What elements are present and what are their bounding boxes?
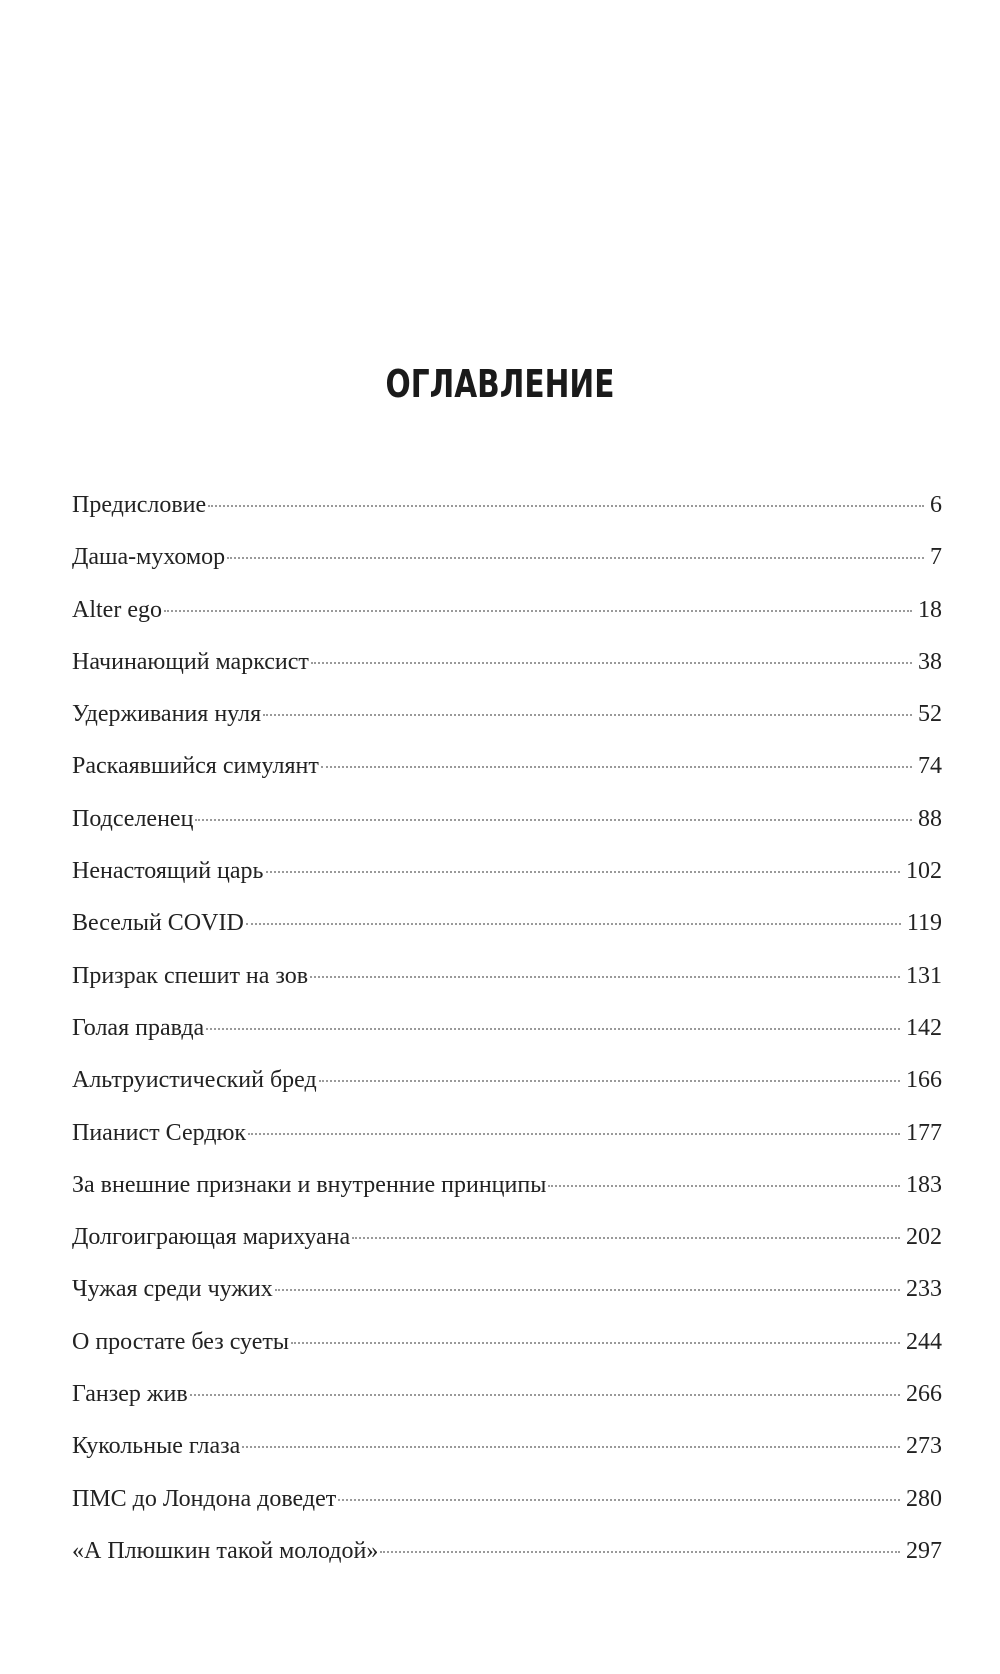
page-number: 7 <box>930 544 942 571</box>
dot-leader <box>164 610 912 612</box>
toc-entry[interactable] <box>72 961 942 1013</box>
dot-leader <box>275 1289 900 1291</box>
page-number: 244 <box>906 1328 942 1355</box>
dot-leader <box>190 1394 900 1396</box>
entry-title: Кукольные глаза <box>72 1433 241 1460</box>
toc-entry[interactable] <box>72 1065 942 1117</box>
toc-entry[interactable] <box>72 1484 942 1536</box>
dot-leader <box>352 1237 900 1239</box>
toc-entry[interactable] <box>72 908 942 960</box>
entry-title: Даша-мухомор <box>72 544 226 571</box>
entry-title: О простате без суеты <box>72 1328 289 1355</box>
entry-title: ПМС до Лондона доведет <box>72 1485 337 1512</box>
toc-entry[interactable] <box>72 856 942 908</box>
toc-entry[interactable] <box>72 1170 942 1222</box>
dot-leader <box>208 505 924 507</box>
dot-leader <box>242 1446 900 1448</box>
entry-title: Призрак спешит на зов <box>72 962 309 989</box>
entry-title: Начинающий марксист <box>72 648 309 675</box>
toc-entry[interactable] <box>72 1379 942 1431</box>
dot-leader <box>291 1342 900 1344</box>
dot-leader <box>319 1080 900 1082</box>
table-of-contents <box>72 490 942 1588</box>
dot-leader <box>310 976 900 978</box>
dot-leader <box>321 766 912 768</box>
dot-leader <box>246 923 901 925</box>
page-number: 202 <box>906 1224 942 1251</box>
toc-entry[interactable] <box>72 1431 942 1483</box>
dot-leader <box>227 557 924 559</box>
page-number: 177 <box>906 1119 942 1146</box>
entry-title: Ненастоящий царь <box>72 858 264 885</box>
dot-leader <box>548 1185 900 1187</box>
page-title: ОГЛАВЛЕНИЕ <box>385 362 615 406</box>
page-number: 88 <box>918 805 942 832</box>
page-number: 297 <box>906 1537 942 1564</box>
page-number: 233 <box>906 1276 942 1303</box>
entry-title: Чужая среди чужих <box>72 1276 273 1303</box>
toc-entry[interactable] <box>72 647 942 699</box>
page-number: 102 <box>906 858 942 885</box>
page-number: 142 <box>906 1014 942 1041</box>
toc-entry[interactable] <box>72 1222 942 1274</box>
entry-title: Пианист Сердюк <box>72 1119 247 1146</box>
dot-leader <box>266 871 901 873</box>
page-number: 166 <box>906 1067 942 1094</box>
entry-title: Ганзер жив <box>72 1381 188 1408</box>
page-number: 18 <box>918 596 942 623</box>
entry-title: За внешние признаки и внутренние принципы <box>72 1171 547 1198</box>
entry-title: Долгоиграющая марихуана <box>72 1224 351 1251</box>
page-number: 52 <box>918 701 942 728</box>
dot-leader <box>380 1551 900 1553</box>
entry-title: Голая правда <box>72 1014 205 1041</box>
page-number: 119 <box>906 910 942 937</box>
page-number: 183 <box>906 1171 942 1198</box>
dot-leader <box>263 714 912 716</box>
toc-entry[interactable] <box>72 751 942 803</box>
page-number: 6 <box>930 492 942 518</box>
toc-entry[interactable] <box>72 699 942 751</box>
toc-entry[interactable] <box>72 490 942 542</box>
entry-title: Предисловие <box>72 492 207 518</box>
toc-entry[interactable] <box>72 804 942 856</box>
entry-title: Alter ego <box>72 596 162 623</box>
dot-leader <box>311 662 912 664</box>
toc-entry[interactable] <box>72 595 942 647</box>
page-number: 273 <box>906 1433 942 1460</box>
dot-leader <box>195 819 912 821</box>
entry-title: Раскаявшийся симулянт <box>72 753 319 780</box>
dot-leader <box>206 1028 900 1030</box>
dot-leader <box>248 1133 900 1135</box>
entry-title: Удерживания нуля <box>72 701 262 728</box>
page-number: 38 <box>918 648 942 675</box>
page-number: 131 <box>906 962 942 989</box>
toc-entry[interactable] <box>72 542 942 594</box>
page-number: 266 <box>906 1381 942 1408</box>
toc-entry[interactable] <box>72 1013 942 1065</box>
toc-entry[interactable] <box>72 1536 942 1588</box>
entry-title: Альтруистический бред <box>72 1067 317 1094</box>
toc-entry[interactable] <box>72 1327 942 1379</box>
dot-leader <box>338 1499 900 1501</box>
entry-title: Веселый COVID <box>72 910 244 937</box>
entry-title: «А Плюшкин такой молодой» <box>72 1537 379 1564</box>
entry-title: Подселенец <box>72 805 194 832</box>
page-number: 74 <box>918 753 942 780</box>
page-number: 280 <box>906 1485 942 1512</box>
toc-entry[interactable] <box>72 1118 942 1170</box>
toc-entry[interactable] <box>72 1274 942 1326</box>
